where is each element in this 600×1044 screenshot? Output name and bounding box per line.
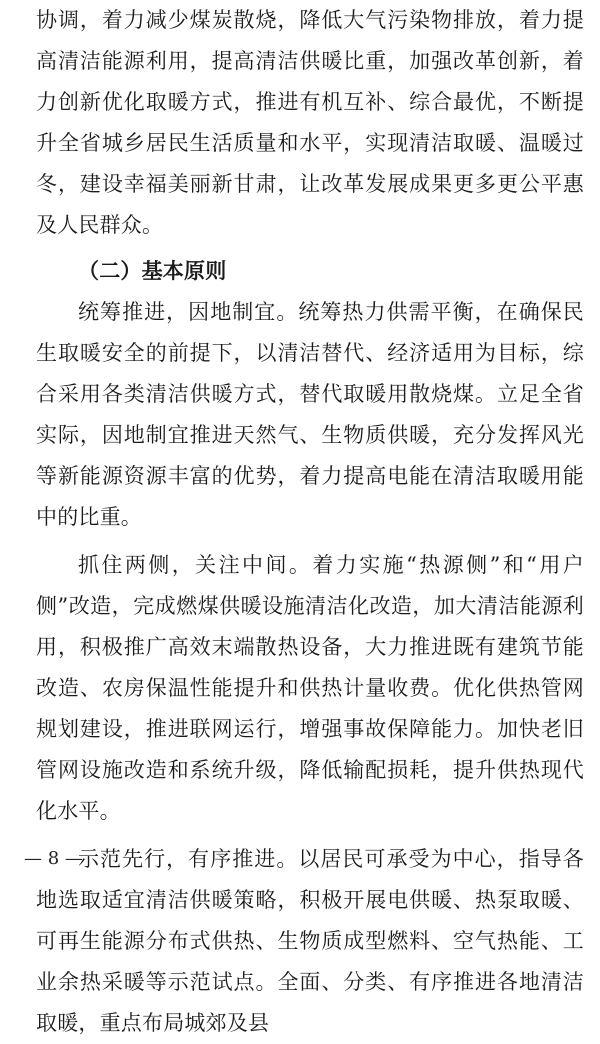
paragraph-both-sides: 抓住两侧，关注中间。着力实施“热源侧”和“用户侧”改造，完成燃煤供暖设施清洁化改造，加大清洁能源利用，积极推广高效末端散热设备，大力推进既有建筑节能改造、农房保温性能提升和供热计量收费。优化供热管网规划建设，推进联网运行，增强事故保障能力。加快老旧管网设施改造和系统升级，降低输配损耗，提升供热现代化水平。 xyxy=(36,553,584,823)
paragraph-demonstration-first: 示范先行，有序推进。以居民可承受为中心，指导各地选取适宜清洁供暖策略，积极开展电供暖、热泵取暖、可再生能源分布式供热、生物质成型燃料、空气热能、工业余热采暖等示范试点。全面、分类、有序推进各地清洁取暖，重点布局城郊及县 xyxy=(36,847,584,1035)
document-body xyxy=(36,0,584,1044)
page-number: — 8 — xyxy=(24,848,83,869)
section-heading-basic-principles: （二）基本原则 xyxy=(78,259,227,283)
paragraph-continued-goals: 协调，着力减少煤炭散烧，降低大气污染物排放，着力提高清洁能源利用，提高清洁供暖比重，加强改革创新，着力创新优化取暖方式，推进有机互补、综合最优，不断提升全省城乡居民生活质量和水平，实现清洁取暖、温暖过冬，建设幸福美丽新甘肃，让改革发展成果更多更公平惠及人民群众。 xyxy=(36,8,584,237)
paragraph-overall-planning: 统筹推进，因地制宜。统筹热力供需平衡，在确保民生取暖安全的前提下，以清洁替代、经济适用为目标，综合采用各类清洁供暖方式，替代取暖用散烧煤。立足全省实际，因地制宜推进天然气、生物质供暖，充分发挥风光等新能源资源丰富的优势，着力提高电能在清洁取暖用能中的比重。 xyxy=(36,300,584,529)
